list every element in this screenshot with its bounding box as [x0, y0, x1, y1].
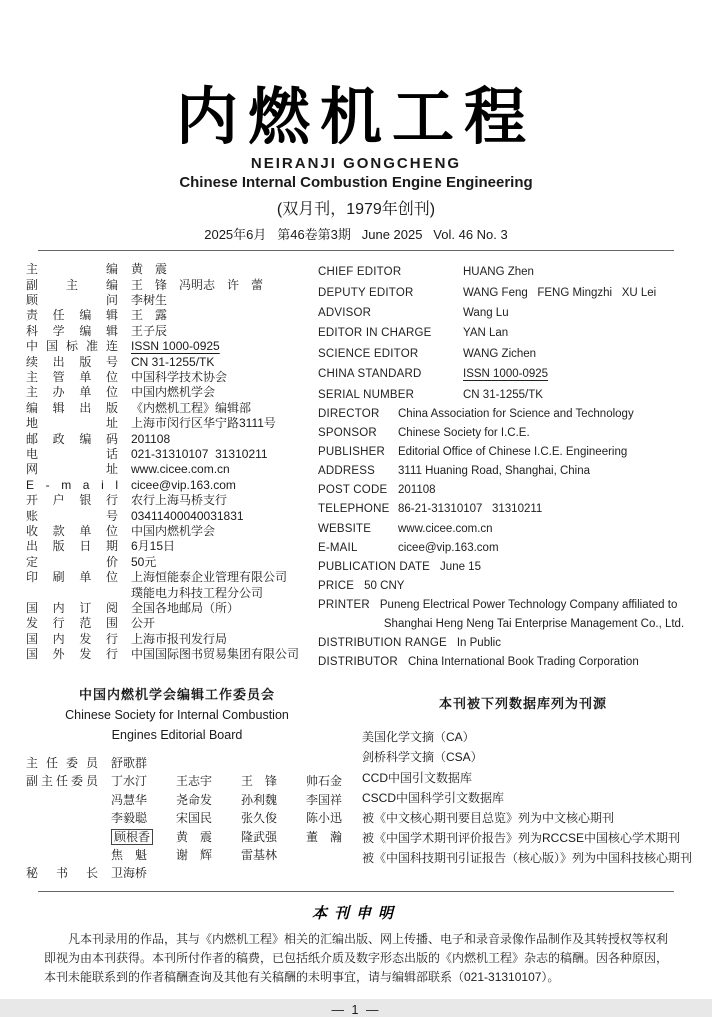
- info-row-sponsor-en: [318, 424, 684, 443]
- info-label: DISTRIBUTION RANGE: [318, 637, 447, 650]
- info-row-printer: [26, 570, 318, 585]
- board-role-label: 副主任委员: [26, 774, 98, 789]
- info-label: 收 款 单 位: [26, 524, 118, 538]
- info-column-english: [318, 262, 684, 672]
- member-name: 董 瀚: [306, 829, 343, 844]
- member-name: 隆武强: [241, 829, 278, 844]
- info-label: EDITOR IN CHARGE: [318, 327, 432, 340]
- info-label: 网 址: [26, 462, 118, 477]
- info-value: 王 锋 冯明志 许 蕾: [131, 277, 264, 292]
- info-row-advisor: [26, 293, 318, 308]
- member-name: 雷基林: [241, 848, 278, 863]
- bottom-sections: [0, 672, 712, 883]
- info-columns: [0, 251, 712, 672]
- info-label: 出 版 日 期: [26, 539, 118, 554]
- info-row-distributor-en: [318, 653, 684, 672]
- info-label: SERIAL NUMBER: [318, 388, 415, 401]
- member-name: 陈小迅: [306, 811, 343, 826]
- info-value: 3111 Huaning Road, Shanghai, China: [398, 465, 591, 478]
- board-title-english-line1: Chinese Society for Internal Combustion: [65, 708, 289, 723]
- member-name-deceased: [111, 828, 176, 846]
- info-value: 201108: [131, 431, 171, 446]
- member-name: 冯慧华: [111, 792, 148, 807]
- info-value: 上海市闵行区华宁路3111号: [131, 416, 276, 431]
- info-row-address: [26, 416, 318, 431]
- info-value: 50元: [131, 554, 157, 569]
- board-row-vice-2: [26, 791, 343, 809]
- info-row-payee: [26, 524, 318, 539]
- info-row-telephone: [26, 447, 318, 462]
- info-value: June 15: [440, 560, 481, 573]
- cn-serial-number: CN 31-1255/TK: [463, 388, 543, 401]
- info-label: 邮 政 编 码: [26, 431, 118, 446]
- member-name: 帅石金: [306, 774, 343, 789]
- info-row-website: [26, 462, 318, 477]
- info-row-deputy-editor: [26, 278, 318, 293]
- info-value: Editorial Office of Chinese I.C.E. Engineering: [398, 446, 628, 459]
- printer-line2: Shanghai Heng Neng Tai Enterprise Management Co., Ltd.: [383, 617, 685, 630]
- info-row-cn-number: [26, 355, 318, 370]
- info-row-website-en: [318, 520, 684, 539]
- info-label: 账 号: [26, 508, 118, 523]
- info-value: 中国科学技术协会: [131, 369, 228, 384]
- info-row-overseas-dist: [26, 647, 318, 662]
- info-value: 中国国际图书贸易集团有限公司: [131, 647, 300, 662]
- statement-divider: [38, 891, 674, 892]
- info-value: 公开: [131, 616, 156, 631]
- info-label: 国 内 发 行: [26, 631, 118, 646]
- journal-title-chinese: 内燃机工程: [175, 80, 536, 153]
- info-value: 李树生: [131, 292, 168, 307]
- board-role-label: 秘 书 长: [26, 866, 98, 881]
- info-label: CHINA STANDARD: [318, 368, 422, 381]
- info-label: 发 行 范 围: [26, 616, 118, 631]
- info-row-publisher: [26, 401, 318, 416]
- info-row-domestic-dist: [26, 632, 318, 647]
- member-name: 卫海桥: [111, 866, 148, 881]
- info-value: 璞能电力科技工程分公司: [131, 585, 264, 600]
- info-row-science-editor-en: [318, 344, 684, 364]
- info-value: 021-31310107 31310211: [131, 446, 268, 461]
- info-value: WANG Feng FENG Mingzhi XU Lei: [463, 286, 657, 299]
- database-list: [354, 727, 692, 868]
- journal-statement-section: [0, 902, 712, 987]
- info-value: WANG Zichen: [463, 347, 537, 360]
- info-row-science-editor: [26, 324, 318, 339]
- member-name: 尧命发: [176, 792, 213, 807]
- info-row-issn: [26, 339, 318, 354]
- info-row-editor-in-charge: [26, 308, 318, 323]
- info-label: ADVISOR: [318, 306, 372, 319]
- info-label: 主 管 单 位: [26, 369, 118, 384]
- member-name: 孙利魏: [241, 792, 278, 807]
- info-label: PUBLISHER: [318, 446, 385, 459]
- board-row-secretary: [26, 864, 328, 882]
- statement-title: 本刊申明: [311, 903, 400, 922]
- member-name: 谢 辉: [176, 848, 213, 863]
- info-row-address-en: [318, 462, 684, 481]
- info-row-advisor-en: [318, 303, 684, 323]
- info-value: Wang Lu: [463, 306, 509, 319]
- info-label: E - m a i l: [26, 477, 118, 492]
- journal-title-english: Chinese Internal Combustion Engine Engineering: [179, 174, 533, 192]
- info-value: 6月15日: [131, 539, 176, 554]
- info-label: 科 学 编 辑: [26, 323, 118, 338]
- info-label: PRICE: [318, 579, 355, 592]
- info-row-printer-line2: [26, 586, 318, 601]
- info-value: 王子辰: [131, 323, 168, 338]
- info-value: 201108: [398, 484, 436, 497]
- masthead-header: [0, 0, 712, 243]
- info-value: YAN Lan: [463, 327, 509, 340]
- info-label: 电 话: [26, 446, 118, 461]
- board-title-english-line2: Engines Editorial Board: [111, 727, 243, 742]
- info-row-publisher-en: [318, 443, 684, 462]
- info-value: 全国各地邮局（所）: [131, 601, 240, 616]
- info-label: DISTRIBUTOR: [318, 656, 398, 669]
- info-value: In Public: [456, 637, 501, 650]
- info-value: 王 露: [131, 308, 168, 323]
- info-value: 《内燃机工程》编辑部: [131, 400, 252, 415]
- database-item: CCD中国引文数据库: [362, 770, 472, 785]
- info-label: 开 户 银 行: [26, 493, 118, 508]
- board-row-chair: [26, 754, 328, 772]
- info-row-subscription: [26, 601, 318, 616]
- database-item: 被《中国科技期刊引证报告（核心版）》列为中国科技核心期刊: [362, 851, 693, 866]
- info-value: 上海恒能泰企业管理有限公司: [131, 570, 288, 585]
- info-label: DEPUTY EDITOR: [318, 286, 414, 299]
- email-address: cicee@vip.163.com: [131, 477, 236, 492]
- info-row-range: [26, 616, 318, 631]
- info-row-price: [26, 555, 318, 570]
- page-number: — 1 —: [331, 1002, 381, 1017]
- info-value: 黄 震: [131, 262, 168, 277]
- info-row-email: [26, 478, 318, 493]
- database-item: CSCD中国科学引文数据库: [362, 790, 505, 805]
- printer-line1: Puneng Electrical Power Technology Company affiliated to: [379, 598, 678, 611]
- editorial-board-section: [26, 684, 343, 883]
- info-row-bank: [26, 493, 318, 508]
- info-label: SPONSOR: [318, 427, 377, 440]
- info-label: POST CODE: [318, 484, 388, 497]
- info-row-price-en: [318, 577, 684, 596]
- member-name: 王 锋: [241, 774, 278, 789]
- info-label: PUBLICATION DATE: [318, 560, 431, 573]
- member-name: 丁水汀: [111, 774, 148, 789]
- board-row-vice-5: [26, 846, 328, 864]
- board-row-vice-4: [26, 828, 343, 846]
- info-label: 国 内 订 阅: [26, 601, 118, 616]
- info-row-email-en: [318, 539, 684, 558]
- member-name: 王志宇: [176, 774, 213, 789]
- journal-subtitle: (双月刊，1979年创刊): [276, 201, 436, 219]
- info-label: 地 址: [26, 416, 118, 431]
- info-value: 86-21-31310107 31310211: [398, 503, 543, 516]
- info-value: 中国内燃机学会: [131, 524, 216, 538]
- deceased-name-box: 顾根香: [111, 829, 153, 845]
- info-row-serial-en: [318, 385, 684, 405]
- database-item: 剑桥科学文摘（CSA）: [362, 750, 483, 765]
- info-label: PRINTER: [318, 598, 370, 611]
- info-label: [26, 586, 118, 601]
- member-name: 张久俊: [241, 811, 278, 826]
- member-name: 黄 震: [176, 829, 213, 844]
- info-label: 责 任 编 辑: [26, 308, 118, 323]
- database-sources-section: [328, 684, 692, 883]
- issn-number: ISSN 1000-0925: [463, 368, 549, 381]
- info-row-postcode: [26, 432, 318, 447]
- info-label: 续 出 版 号: [26, 354, 118, 369]
- website-url: www.cicee.com.cn: [398, 522, 493, 535]
- info-row-telephone-en: [318, 500, 684, 519]
- info-row-printer-en: [318, 596, 684, 634]
- database-item: 美国化学文摘（CA）: [362, 730, 475, 745]
- info-label: 副 主 编: [26, 277, 118, 292]
- board-title-english: [26, 706, 328, 745]
- info-value: 中国内燃机学会: [131, 385, 216, 400]
- info-value: HUANG Zhen: [463, 266, 534, 279]
- info-value: China Association for Science and Technology: [398, 407, 634, 420]
- info-row-director-en: [318, 405, 684, 424]
- info-row-chief-editor: [26, 262, 318, 277]
- member-name: 宋国民: [176, 811, 213, 826]
- board-row-vice-3: [26, 809, 343, 827]
- member-name: 焦 魁: [111, 848, 148, 863]
- info-row-sponsor: [26, 385, 318, 400]
- board-members: [26, 754, 343, 883]
- info-row-director: [26, 370, 318, 385]
- database-item: 被《中文核心期刊要目总览》列为中文核心期刊: [362, 811, 615, 826]
- info-label: 国 外 发 行: [26, 647, 118, 662]
- info-label: TELEPHONE: [318, 503, 390, 516]
- board-role-label: 主 任 委 员: [26, 756, 98, 770]
- info-label: CHIEF EDITOR: [318, 266, 402, 279]
- info-row-account: [26, 509, 318, 524]
- info-label: 顾 问: [26, 292, 118, 307]
- website-url: www.cicee.com.cn: [131, 462, 230, 477]
- statement-body: 凡本刊录用的作品，其与《内燃机工程》相关的汇编出版、网上传播、电子和录音录像作品制作及其转授权等权利即视为由本刊获得。本刊所付作者的稿费，已包括纸介质及数字形态出版的《内燃机工程》杂志的稿酬。因各种原因，本刊未能联系到的作者稿酬查询及其他有关稿酬的未明事宜，请与编辑部联系（021-31310107）。: [44, 931, 669, 984]
- info-value: 上海市报刊发行局: [131, 631, 228, 646]
- info-label: 编 辑 出 版: [26, 400, 118, 415]
- info-value: 农行上海马桥支行: [131, 493, 228, 508]
- member-name: 李毅聪: [111, 811, 148, 826]
- info-row-postcode-en: [318, 481, 684, 500]
- info-row-pub-date-en: [318, 558, 684, 577]
- info-label: WEBSITE: [318, 522, 372, 535]
- info-row-editor-in-charge-en: [318, 323, 684, 343]
- info-label: SCIENCE EDITOR: [318, 347, 419, 360]
- info-row-deputy-editor-en: [318, 283, 684, 303]
- info-row-chief-editor-en: [318, 262, 684, 282]
- info-value: Chinese Society for I.C.E.: [398, 427, 530, 440]
- issue-dateline: 2025年6月 第46卷第3期 June 2025 Vol. 46 No. 3: [204, 227, 508, 243]
- member-name: 舒歌群: [111, 756, 148, 770]
- database-item: 被《中国学术期刊评价报告》列为RCCSE中国核心学术期刊: [362, 831, 681, 846]
- issn-number: ISSN 1000-0925: [131, 339, 220, 354]
- board-title-chinese: 中国内燃机学会编辑工作委员会: [78, 687, 275, 703]
- board-row-vice-1: [26, 772, 343, 790]
- info-label: 印 刷 单 位: [26, 570, 118, 585]
- cn-serial-number: CN 31-1255/TK: [131, 354, 215, 369]
- info-label: 定 价: [26, 554, 118, 569]
- member-name: 李国祥: [306, 792, 343, 807]
- info-label: 中国标准连: [26, 339, 118, 354]
- info-value: 50 CNY: [364, 579, 405, 592]
- info-label: E-MAIL: [318, 541, 358, 554]
- info-label: DIRECTOR: [318, 407, 380, 420]
- info-column-chinese: [26, 262, 318, 672]
- info-row-range-en: [318, 634, 684, 653]
- info-value: 03411400040031831: [131, 508, 244, 523]
- database-sources-title: 本刊被下列数据库列为刊源: [439, 696, 608, 712]
- info-label: ADDRESS: [318, 465, 375, 478]
- info-label: 主 编: [26, 262, 118, 277]
- info-row-pub-date: [26, 539, 318, 554]
- info-row-issn-en: [318, 364, 684, 384]
- info-label: 主 办 单 位: [26, 385, 118, 400]
- info-value: China International Book Trading Corporation: [407, 656, 639, 669]
- info-value: [380, 596, 684, 634]
- journal-title-pinyin: NEIRANJI GONGCHENG: [250, 155, 462, 173]
- email-address: cicee@vip.163.com: [398, 541, 499, 554]
